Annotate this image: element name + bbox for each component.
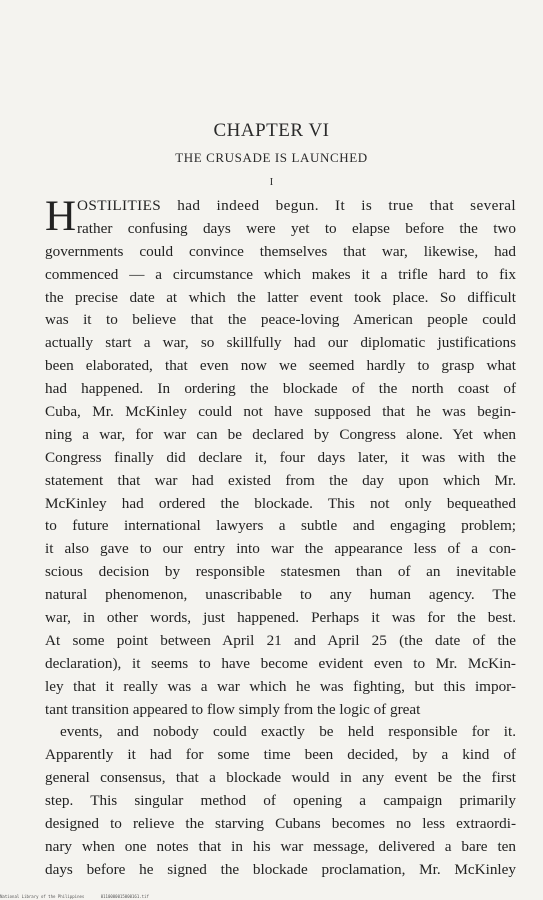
text-line: designed to relieve the starving Cubans becomes no less extraordi-	[45, 815, 516, 833]
text-line: had happened. In ordering the blockade of the north coast of	[45, 380, 516, 398]
text-line: been elaborated, that even now we seemed hardly to grasp what	[45, 357, 516, 375]
section-number: I	[269, 176, 274, 188]
text-line: actually start a war, so skillfully had our diplomatic justifications	[45, 334, 516, 352]
text-line: ning a war, for war can be declared by Congress alone. Yet when	[45, 425, 516, 443]
text-line: general consensus, that a blockade would in any event be the first	[45, 769, 516, 787]
text-line: Apparently it had for some time been decided, by a kind of	[45, 746, 516, 764]
text-line: it also gave to our entry into war the appearance less of a con-	[45, 540, 516, 558]
text-line: governments could convince themselves that war, likewise, had	[45, 242, 516, 260]
text-line: the precise date at which the latter event took place. So difficult	[45, 288, 516, 306]
text-line: days before he signed the blockade proclamation, Mr. McKinley	[45, 860, 516, 878]
drop-cap: H	[45, 193, 77, 240]
text-line: was it to believe that the peace-loving American people could	[45, 311, 516, 329]
scan-footer	[0, 894, 163, 899]
chapter-number: CHAPTER VI	[213, 120, 330, 141]
text-line: scious decision by responsible statesmen than of an inevitable	[45, 563, 516, 581]
text-line: events, and nobody could exactly be held responsible for it.	[60, 723, 516, 741]
text-line: Cuba, Mr. McKinley could not have supposed that he was begin-	[45, 403, 516, 421]
footer-filename: 0110000015000161.tif	[100, 894, 149, 899]
text-line: tant transition appeared to flow simply from the logic of great	[45, 700, 421, 718]
text-line: step. This singular method of opening a campaign primarily	[45, 792, 516, 810]
text-line: Congress finally did declare it, four days later, it was with the	[45, 448, 516, 466]
text-line: ley that it really was a war which he was fighting, but this impor-	[45, 677, 516, 695]
footer-library: National Library of the Philippines	[0, 894, 85, 899]
text-line: natural phenomenon, unascribable to any human agency. The	[45, 586, 516, 604]
text-line: commenced — a circumstance which makes it a trifle hard to fix	[45, 265, 516, 283]
text-line: McKinley had ordered the blockade. This not only bequeathed	[45, 494, 516, 512]
text-line: rather confusing days were yet to elapse before the two	[77, 219, 516, 237]
body-text	[45, 195, 516, 882]
text-line: At some point between April 21 and April 25 (the date of the	[45, 631, 516, 649]
text-line: declaration), it seems to have become evident even to Mr. McKin-	[45, 654, 516, 672]
text-line: nary when one notes that in his war message, delivered a bare ten	[45, 837, 516, 855]
text-line: to future international lawyers a subtle and engaging problem;	[45, 517, 516, 535]
chapter-title: THE CRUSADE IS LAUNCHED	[175, 150, 368, 165]
text-line: statement that war had existed from the day upon which Mr.	[45, 471, 516, 489]
text-line: OSTILITIES had indeed begun. It is true that several	[77, 197, 516, 214]
text-line: war, in other words, just happened. Perhaps it was for the best.	[45, 609, 516, 627]
